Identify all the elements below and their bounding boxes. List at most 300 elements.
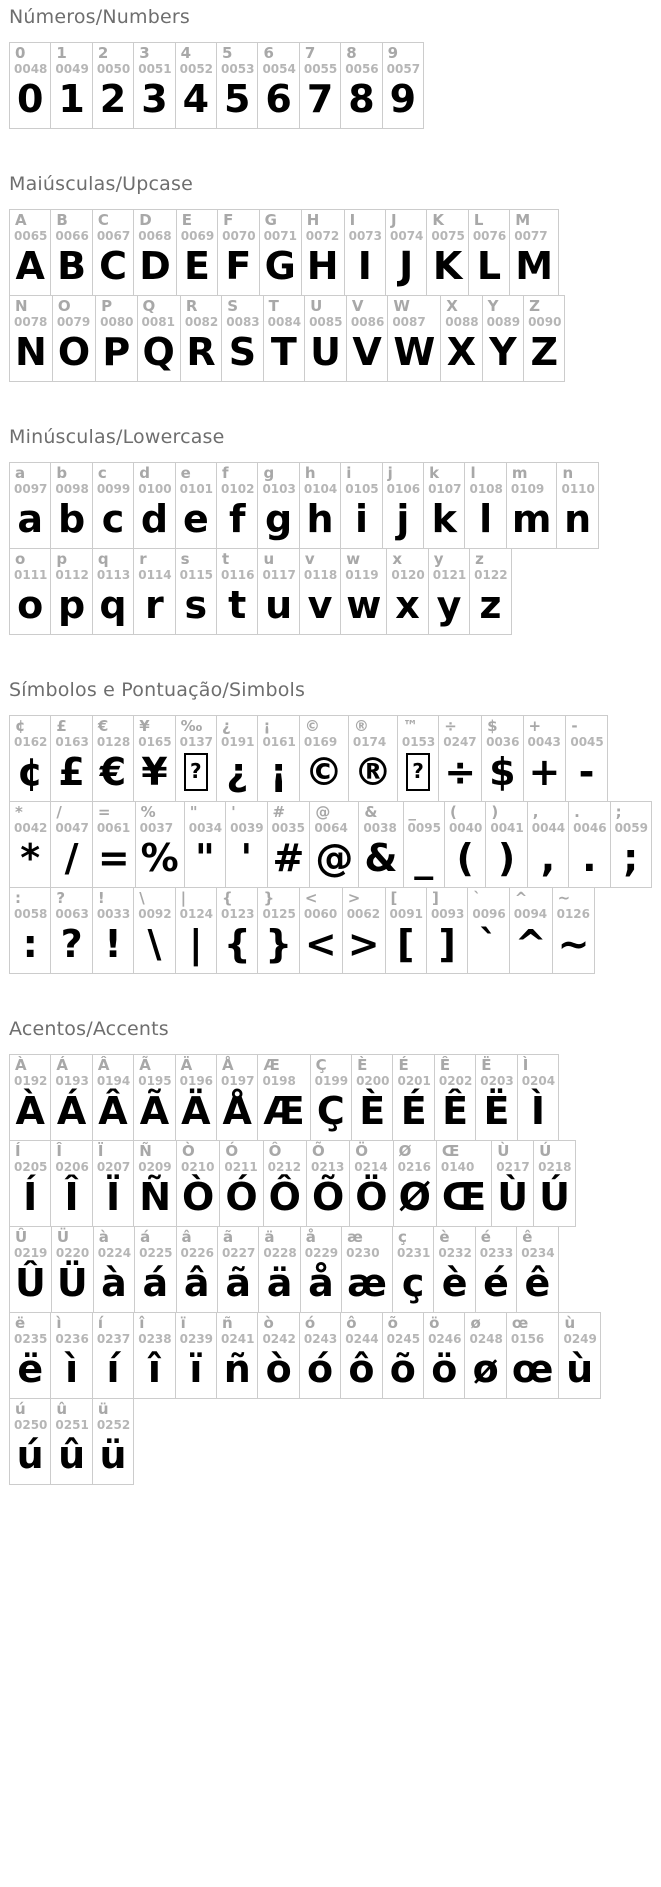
unicode-code: 0156 bbox=[510, 1332, 545, 1346]
char-cell bbox=[552, 887, 596, 974]
reference-char: # bbox=[272, 803, 286, 821]
char-cell bbox=[304, 295, 347, 382]
unicode-code: 0123 bbox=[221, 907, 255, 921]
unicode-code: 0252 bbox=[96, 1418, 131, 1432]
unicode-code: 0191 bbox=[221, 735, 255, 749]
glyph-area bbox=[537, 1174, 572, 1226]
glyph-area bbox=[355, 1088, 389, 1140]
char-cell bbox=[300, 1226, 342, 1313]
font-glyph: Œ bbox=[441, 1175, 487, 1219]
font-glyph: _ bbox=[414, 836, 434, 880]
glyph-area bbox=[263, 243, 298, 295]
unicode-code: 0046 bbox=[573, 821, 607, 835]
font-glyph: Ç bbox=[316, 1089, 345, 1133]
char-cell bbox=[299, 715, 349, 802]
font-glyph: Å bbox=[222, 1089, 252, 1133]
char-cell bbox=[176, 1140, 220, 1227]
glyph-area bbox=[96, 1174, 130, 1226]
char-cell bbox=[137, 295, 181, 382]
font-glyph: 3 bbox=[141, 77, 168, 121]
char-cell bbox=[506, 462, 558, 549]
char-cell bbox=[299, 548, 341, 635]
font-glyph: * bbox=[20, 836, 41, 880]
char-cell bbox=[444, 801, 486, 888]
reference-char: + bbox=[528, 717, 542, 735]
glyph-area bbox=[520, 1260, 554, 1312]
unicode-code: 0093 bbox=[430, 907, 465, 921]
unicode-code: 0070 bbox=[222, 229, 256, 243]
char-cell bbox=[92, 1312, 134, 1399]
char-cell bbox=[533, 1140, 576, 1227]
reference-char: G bbox=[264, 211, 277, 229]
reference-char: Ú bbox=[539, 1142, 552, 1160]
unicode-code: 0137 bbox=[179, 735, 214, 749]
character-row bbox=[9, 462, 661, 549]
char-cell bbox=[92, 887, 134, 974]
font-glyph: Ú bbox=[539, 1175, 570, 1219]
reference-char: b bbox=[56, 464, 68, 482]
unicode-code: 0037 bbox=[139, 821, 174, 835]
font-glyph: E bbox=[183, 244, 210, 288]
glyph-area bbox=[468, 1346, 502, 1398]
glyph-area bbox=[569, 749, 603, 801]
glyph-area bbox=[572, 835, 606, 887]
char-cell bbox=[50, 801, 92, 888]
glyph-area bbox=[137, 243, 173, 295]
reference-char: \ bbox=[139, 889, 145, 907]
unicode-code: 0078 bbox=[14, 315, 48, 329]
unicode-code: 0111 bbox=[14, 568, 48, 582]
unicode-code: 0074 bbox=[390, 229, 424, 243]
reference-char: î bbox=[139, 1314, 145, 1332]
reference-char: Z bbox=[529, 297, 540, 315]
glyph-area bbox=[432, 582, 466, 634]
unicode-code: 0039 bbox=[230, 821, 264, 835]
glyph-area bbox=[137, 1174, 173, 1226]
glyph-area bbox=[54, 1346, 88, 1398]
char-cell bbox=[92, 715, 134, 802]
char-cell bbox=[301, 209, 345, 296]
unicode-code: 0115 bbox=[179, 568, 214, 582]
unicode-code: 0061 bbox=[96, 821, 131, 835]
reference-char: 9 bbox=[387, 44, 399, 62]
font-glyph: ® bbox=[353, 750, 392, 794]
charmap-section-upcase bbox=[9, 173, 661, 382]
font-glyph: ù bbox=[566, 1347, 594, 1391]
unicode-code: 0063 bbox=[55, 907, 89, 921]
font-glyph: ' bbox=[240, 836, 253, 880]
reference-char: f bbox=[222, 464, 229, 482]
font-glyph: Q bbox=[142, 330, 175, 374]
font-glyph: ú bbox=[16, 1433, 44, 1477]
font-glyph: . bbox=[582, 836, 597, 880]
glyph-area bbox=[96, 749, 130, 801]
char-cell bbox=[51, 1226, 94, 1313]
font-glyph: ( bbox=[456, 836, 474, 880]
char-cell bbox=[485, 801, 527, 888]
glyph-area bbox=[13, 1174, 47, 1226]
font-glyph: J bbox=[399, 244, 414, 288]
reference-char: ï bbox=[180, 1314, 186, 1332]
reference-char: T bbox=[268, 297, 279, 315]
char-cell bbox=[267, 801, 311, 888]
char-cell bbox=[175, 1312, 217, 1399]
unicode-code: 0233 bbox=[479, 1246, 514, 1260]
char-cell bbox=[386, 548, 428, 635]
char-cell bbox=[50, 1398, 92, 1485]
unicode-code: 0043 bbox=[527, 735, 561, 749]
reference-char: F bbox=[223, 211, 234, 229]
unicode-code: 0065 bbox=[14, 229, 48, 243]
reference-char: 2 bbox=[97, 44, 109, 62]
font-glyph: À bbox=[15, 1089, 45, 1133]
glyph-area bbox=[344, 76, 378, 128]
unicode-code: 0232 bbox=[438, 1246, 472, 1260]
unicode-code: 0047 bbox=[55, 821, 89, 835]
reference-char: / bbox=[56, 803, 62, 821]
font-glyph: ) bbox=[497, 836, 516, 880]
reference-char: ‰ bbox=[180, 717, 203, 735]
unicode-code: 0076 bbox=[472, 229, 507, 243]
glyph-area bbox=[96, 1346, 130, 1398]
reference-char: ¡ bbox=[263, 717, 271, 735]
glyph-area bbox=[99, 329, 133, 381]
reference-char: Ò bbox=[182, 1142, 195, 1160]
unicode-code: 0128 bbox=[96, 735, 131, 749]
font-glyph: < bbox=[304, 922, 337, 966]
reference-char: w bbox=[346, 550, 361, 568]
font-glyph: q bbox=[99, 583, 127, 627]
reference-char: _ bbox=[408, 803, 417, 821]
character-grid bbox=[9, 42, 661, 129]
reference-char: ¥ bbox=[139, 717, 150, 735]
char-cell bbox=[133, 1312, 175, 1399]
font-glyph: S bbox=[228, 330, 257, 374]
reference-char: , bbox=[532, 803, 539, 821]
glyph-area bbox=[262, 1260, 296, 1312]
font-glyph: \ bbox=[147, 922, 162, 966]
reference-char: ` bbox=[473, 889, 481, 907]
glyph-area bbox=[267, 1174, 303, 1226]
char-cell bbox=[506, 1312, 560, 1399]
font-glyph: X bbox=[446, 330, 477, 374]
glyph-area bbox=[13, 1260, 48, 1312]
glyph-area bbox=[308, 329, 343, 381]
unicode-code: 0108 bbox=[469, 482, 503, 496]
glyph-area bbox=[344, 582, 383, 634]
reference-char: c bbox=[97, 464, 107, 482]
reference-char: P bbox=[101, 297, 113, 315]
reference-char: ! bbox=[97, 889, 105, 907]
font-glyph: á bbox=[142, 1261, 169, 1305]
char-cell bbox=[9, 1312, 51, 1399]
char-cell bbox=[340, 42, 382, 129]
font-glyph: Ó bbox=[225, 1175, 258, 1219]
unicode-code: 0216 bbox=[397, 1160, 431, 1174]
reference-char: Ø bbox=[398, 1142, 412, 1160]
unicode-code: 0041 bbox=[490, 821, 524, 835]
font-glyph: U bbox=[310, 330, 341, 374]
font-glyph: Û bbox=[15, 1261, 46, 1305]
font-glyph: K bbox=[432, 244, 463, 288]
font-glyph: £ bbox=[58, 750, 85, 794]
char-cell bbox=[340, 1312, 382, 1399]
char-cell bbox=[50, 1140, 92, 1227]
font-glyph: Ù bbox=[497, 1175, 529, 1219]
reference-char: ø bbox=[470, 1314, 481, 1332]
font-glyph: Æ bbox=[263, 1089, 305, 1133]
char-cell bbox=[349, 1140, 393, 1227]
glyph-area bbox=[223, 1174, 259, 1226]
unicode-code: 0237 bbox=[96, 1332, 131, 1346]
char-cell bbox=[175, 548, 217, 635]
reference-char: s bbox=[180, 550, 190, 568]
reference-char: q bbox=[97, 550, 109, 568]
char-cell bbox=[257, 462, 299, 549]
font-glyph: ¥ bbox=[141, 750, 168, 794]
glyph-area bbox=[221, 1260, 255, 1312]
reference-char: À bbox=[15, 1056, 27, 1074]
unicode-code: 0077 bbox=[514, 229, 548, 243]
font-glyph: € bbox=[99, 750, 127, 794]
unicode-code: 0051 bbox=[138, 62, 172, 76]
reference-char: U bbox=[310, 297, 323, 315]
char-cell bbox=[342, 887, 386, 974]
reference-char: t bbox=[222, 550, 230, 568]
reference-char: : bbox=[15, 889, 21, 907]
reference-char: & bbox=[364, 803, 378, 821]
glyph-area bbox=[389, 921, 423, 973]
font-glyph: Ô bbox=[268, 1175, 301, 1219]
reference-char: K bbox=[432, 211, 445, 229]
font-glyph: ë bbox=[17, 1347, 44, 1391]
glyph-area bbox=[137, 1346, 171, 1398]
font-glyph: ^ bbox=[514, 922, 547, 966]
char-cell bbox=[216, 887, 258, 974]
font-glyph: - bbox=[578, 750, 595, 794]
character-row bbox=[9, 209, 661, 296]
glyph-area bbox=[344, 1346, 378, 1398]
unicode-code: 0086 bbox=[350, 315, 385, 329]
font-glyph: " bbox=[195, 836, 215, 880]
font-glyph: ñ bbox=[223, 1347, 251, 1391]
char-cell bbox=[517, 1054, 559, 1141]
font-glyph: = bbox=[97, 836, 130, 880]
char-cell bbox=[216, 715, 258, 802]
unicode-code: 0174 bbox=[352, 735, 387, 749]
font-glyph: © bbox=[304, 750, 343, 794]
unicode-code: 0247 bbox=[443, 735, 477, 749]
font-glyph: à bbox=[101, 1261, 127, 1305]
reference-char: 0 bbox=[15, 44, 26, 62]
font-glyph: õ bbox=[389, 1347, 416, 1391]
unicode-code: 0097 bbox=[14, 482, 48, 496]
unicode-code: 0220 bbox=[55, 1246, 90, 1260]
reference-char: W bbox=[393, 297, 410, 315]
char-cell bbox=[393, 1140, 437, 1227]
glyph-area bbox=[220, 921, 254, 973]
reference-char: Ó bbox=[225, 1142, 239, 1160]
char-cell bbox=[225, 801, 267, 888]
glyph-area bbox=[473, 582, 507, 634]
font-glyph: Ì bbox=[530, 1089, 545, 1133]
glyph-area bbox=[54, 835, 88, 887]
reference-char: N bbox=[15, 297, 28, 315]
glyph-area bbox=[430, 243, 464, 295]
glyph-area bbox=[314, 1088, 348, 1140]
char-cell bbox=[133, 42, 175, 129]
char-cell bbox=[341, 1226, 393, 1313]
glyph-area bbox=[401, 749, 435, 801]
char-cell bbox=[527, 801, 569, 888]
character-row bbox=[9, 887, 661, 974]
glyph-area bbox=[479, 1088, 513, 1140]
char-cell bbox=[92, 801, 136, 888]
glyph-area bbox=[54, 496, 88, 548]
reference-char: Ê bbox=[439, 1056, 451, 1074]
glyph-area bbox=[350, 329, 384, 381]
font-glyph: L bbox=[476, 244, 502, 288]
reference-char: J bbox=[391, 211, 397, 229]
font-glyph: ; bbox=[623, 836, 639, 880]
char-cell bbox=[133, 1140, 177, 1227]
font-glyph: â bbox=[183, 1261, 210, 1305]
glyph-area bbox=[310, 1174, 346, 1226]
unicode-code: 0209 bbox=[138, 1160, 172, 1174]
glyph-area bbox=[386, 496, 420, 548]
char-cell bbox=[133, 1054, 175, 1141]
glyph-area bbox=[346, 921, 382, 973]
font-glyph: H bbox=[306, 244, 339, 288]
glyph-area bbox=[396, 1088, 430, 1140]
font-glyph: ò bbox=[265, 1347, 292, 1391]
glyph-area bbox=[55, 1260, 90, 1312]
unicode-code: 0140 bbox=[440, 1160, 475, 1174]
reference-char: â bbox=[181, 1228, 192, 1246]
unicode-code: 0110 bbox=[561, 482, 595, 496]
reference-char: Ü bbox=[56, 1228, 70, 1246]
unicode-code: 0113 bbox=[96, 568, 131, 582]
font-glyph: $ bbox=[489, 750, 516, 794]
font-glyph: s bbox=[184, 583, 208, 627]
char-cell bbox=[464, 1312, 506, 1399]
unicode-code: 0234 bbox=[521, 1246, 555, 1260]
reference-char: Ô bbox=[268, 1142, 282, 1160]
char-cell bbox=[382, 42, 424, 129]
font-glyph: ö bbox=[431, 1347, 458, 1391]
char-cell bbox=[397, 715, 439, 802]
charmap-section-symbols bbox=[9, 679, 661, 974]
char-cell bbox=[9, 801, 51, 888]
char-cell bbox=[434, 1054, 476, 1141]
font-glyph: é bbox=[483, 1261, 509, 1305]
reference-char: M bbox=[515, 211, 531, 229]
font-glyph: Á bbox=[56, 1089, 87, 1133]
reference-char: Õ bbox=[311, 1142, 325, 1160]
unicode-code: 0197 bbox=[221, 1074, 255, 1088]
reference-char: Y bbox=[487, 297, 499, 315]
font-glyph: v bbox=[307, 583, 333, 627]
glyph-area bbox=[303, 1346, 337, 1398]
font-glyph: 2 bbox=[99, 77, 127, 121]
reference-char: l bbox=[470, 464, 476, 482]
reference-char: ¢ bbox=[15, 717, 26, 735]
reference-char: E bbox=[181, 211, 193, 229]
glyph-area bbox=[261, 1346, 295, 1398]
font-glyph: O bbox=[57, 330, 91, 374]
font-glyph: t bbox=[228, 583, 247, 627]
reference-char: S bbox=[227, 297, 239, 315]
char-cell bbox=[52, 295, 96, 382]
glyph-area bbox=[271, 835, 307, 887]
missing-glyph-box: ? bbox=[184, 753, 208, 791]
unicode-code: 0054 bbox=[262, 62, 296, 76]
glyph-area bbox=[97, 1260, 131, 1312]
char-cell bbox=[299, 42, 341, 129]
char-cell bbox=[299, 1312, 341, 1399]
glyph-area bbox=[13, 1432, 47, 1484]
char-cell bbox=[133, 715, 175, 802]
font-glyph: % bbox=[140, 836, 179, 880]
glyph-area bbox=[437, 1260, 471, 1312]
glyph-area bbox=[220, 496, 254, 548]
font-glyph: ¡ bbox=[269, 750, 288, 794]
font-glyph: ô bbox=[348, 1347, 375, 1391]
char-cell bbox=[92, 1054, 134, 1141]
font-glyph: Ï bbox=[105, 1175, 121, 1219]
char-cell bbox=[428, 548, 470, 635]
reference-char: Ì bbox=[522, 1056, 529, 1074]
unicode-code: 0044 bbox=[531, 821, 566, 835]
char-cell bbox=[464, 462, 506, 549]
unicode-code: 0218 bbox=[538, 1160, 572, 1174]
char-cell bbox=[9, 1054, 51, 1141]
unicode-code: 0125 bbox=[262, 907, 296, 921]
unicode-code: 0213 bbox=[310, 1160, 345, 1174]
glyph-area bbox=[261, 749, 295, 801]
char-cell bbox=[180, 295, 222, 382]
char-cell bbox=[426, 887, 468, 974]
char-cell bbox=[175, 42, 217, 129]
glyph-area bbox=[495, 1174, 530, 1226]
unicode-code: 0219 bbox=[14, 1246, 48, 1260]
reference-char: r bbox=[139, 550, 147, 568]
reference-char: 8 bbox=[346, 44, 357, 62]
font-glyph: 9 bbox=[389, 77, 417, 121]
reference-char: é bbox=[480, 1228, 491, 1246]
char-cell bbox=[348, 715, 398, 802]
character-row bbox=[9, 1140, 661, 1227]
glyph-area bbox=[442, 749, 478, 801]
font-glyph: i bbox=[354, 497, 368, 541]
glyph-area bbox=[141, 329, 177, 381]
reference-char: Q bbox=[142, 297, 156, 315]
char-cell bbox=[92, 1140, 134, 1227]
reference-char: Ë bbox=[481, 1056, 492, 1074]
glyph-area bbox=[267, 329, 301, 381]
unicode-code: 0071 bbox=[263, 229, 297, 243]
glyph-area bbox=[137, 76, 171, 128]
font-glyph: B bbox=[57, 244, 87, 288]
glyph-area bbox=[513, 243, 555, 295]
unicode-code: 0089 bbox=[486, 315, 521, 329]
char-cell bbox=[221, 295, 263, 382]
font-glyph: n bbox=[564, 497, 592, 541]
glyph-area bbox=[386, 76, 420, 128]
char-cell bbox=[469, 548, 511, 635]
unicode-code: 0198 bbox=[262, 1074, 296, 1088]
reference-char: ÷ bbox=[444, 717, 457, 735]
